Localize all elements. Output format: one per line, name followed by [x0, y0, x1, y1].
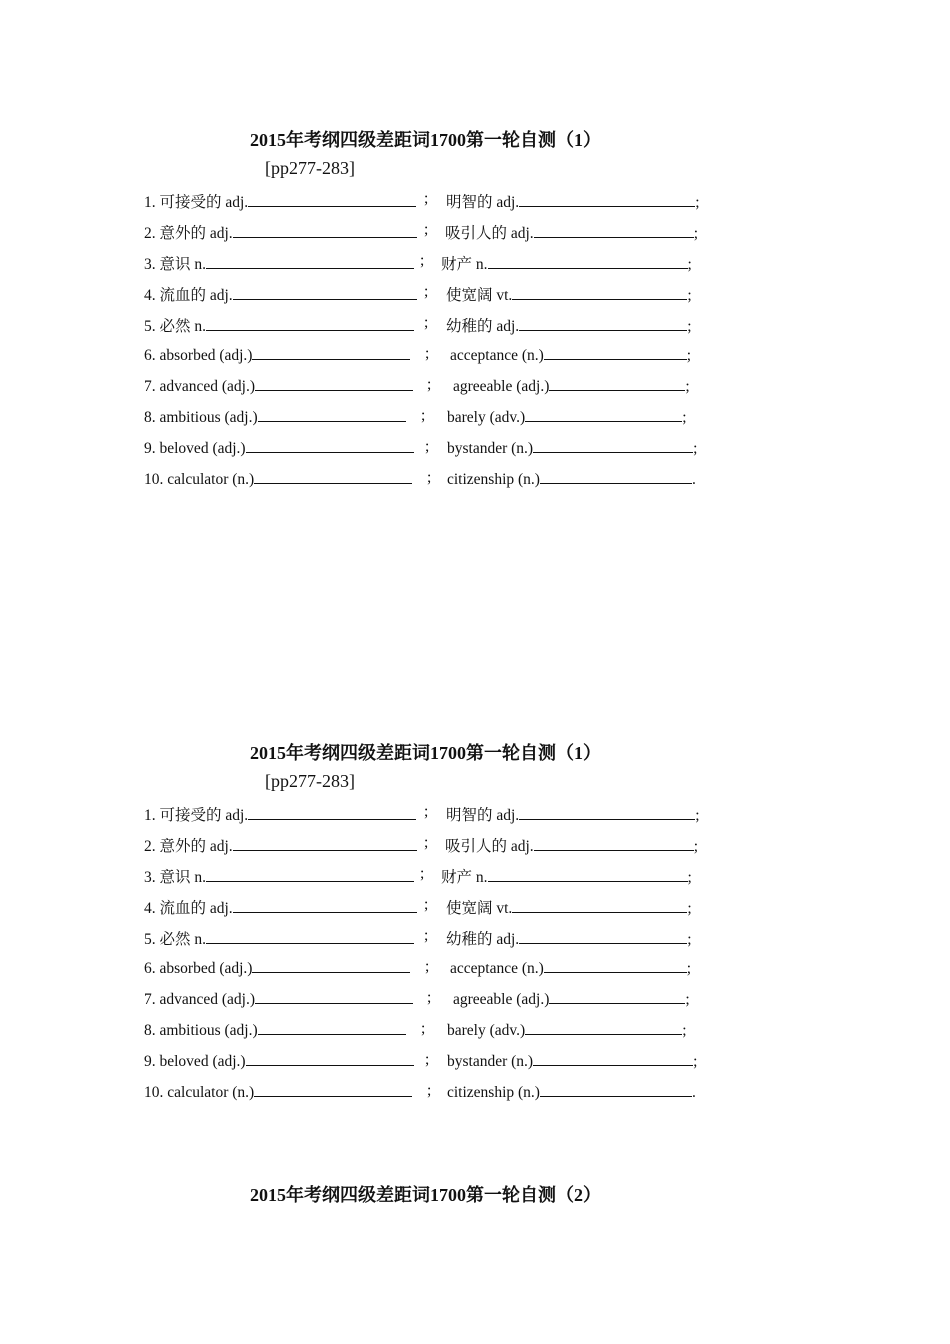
quiz-row-4 [144, 283, 724, 307]
row-end: ; [682, 1022, 687, 1039]
prompt-right: acceptance (n.) [450, 960, 544, 977]
prompt-left: 2. 意外的 adj. [144, 225, 233, 242]
quiz-row-5 [144, 927, 724, 951]
prompt-right: 吸引人的 adj. [445, 225, 534, 242]
answer-blank-right[interactable] [488, 867, 688, 882]
prompt-right: 财产 n. [441, 869, 488, 886]
answer-blank-right[interactable] [525, 407, 682, 422]
prompt-left: 1. 可接受的 adj. [144, 194, 249, 211]
answer-blank-right[interactable] [544, 958, 687, 973]
row-end: ; [687, 869, 692, 886]
answer-blank-left[interactable] [255, 989, 413, 1004]
row-end: . [691, 1084, 696, 1101]
quiz-row-2 [144, 221, 724, 245]
separator: ; [427, 376, 432, 393]
prompt-right: citizenship (n.) [447, 1084, 540, 1101]
quiz-row-9 [144, 438, 724, 462]
separator: ; [424, 927, 429, 944]
row-end: ; [686, 347, 692, 364]
quiz-row-3 [144, 252, 724, 276]
quiz-row-1 [144, 803, 724, 827]
separator: ; [425, 1051, 430, 1068]
quiz-row-10 [144, 1082, 724, 1106]
quiz-row-3 [144, 865, 724, 889]
row-end: ; [693, 838, 698, 855]
prompt-left: 5. 必然 n. [144, 318, 207, 335]
answer-blank-left[interactable] [254, 469, 412, 484]
answer-blank-right[interactable] [534, 836, 694, 851]
row-end: ; [687, 318, 692, 335]
quiz-row-6 [144, 958, 724, 982]
section-title: 2015年考纲四级差距词1700第一轮自测（1） [250, 130, 601, 150]
prompt-right: 财产 n. [441, 256, 488, 273]
separator: ; [425, 438, 430, 455]
answer-blank-right[interactable] [549, 376, 685, 391]
answer-blank-right[interactable] [534, 223, 694, 238]
separator: ; [421, 407, 426, 424]
answer-blank-left[interactable] [206, 867, 414, 882]
answer-blank-right[interactable] [512, 898, 687, 913]
answer-blank-left[interactable] [255, 376, 413, 391]
prompt-right: 幼稚的 adj. [446, 318, 520, 335]
quiz-row-9 [144, 1051, 724, 1075]
answer-blank-left[interactable] [258, 407, 406, 422]
quiz-row-8 [144, 407, 724, 431]
prompt-left: 6. absorbed (adj.) [144, 347, 253, 364]
prompt-left: 9. beloved (adj.) [144, 1053, 246, 1070]
quiz-row-7 [144, 376, 724, 400]
row-end: ; [687, 931, 692, 948]
prompt-right: 明智的 adj. [446, 194, 520, 211]
prompt-right: acceptance (n.) [450, 347, 544, 364]
separator: ; [424, 834, 429, 851]
prompt-right: citizenship (n.) [447, 471, 540, 488]
answer-blank-left[interactable] [206, 254, 414, 269]
row-end: ; [685, 991, 690, 1008]
separator: ; [424, 190, 429, 207]
section-title: 2015年考纲四级差距词1700第一轮自测（1） [250, 743, 601, 763]
row-end: ; [693, 1053, 698, 1070]
prompt-left: 10. calculator (n.) [144, 471, 255, 488]
answer-blank-right[interactable] [519, 805, 695, 820]
quiz-row-2 [144, 834, 724, 858]
answer-blank-right[interactable] [540, 1082, 692, 1097]
prompt-left: 8. ambitious (adj.) [144, 1022, 258, 1039]
answer-blank-right[interactable] [519, 316, 687, 331]
answer-blank-left[interactable] [246, 438, 414, 453]
separator: ; [427, 1082, 432, 1099]
prompt-right: bystander (n.) [447, 1053, 534, 1070]
separator: ; [427, 989, 432, 1006]
prompt-left: 10. calculator (n.) [144, 1084, 255, 1101]
separator: ; [420, 865, 425, 882]
answer-blank-right[interactable] [488, 254, 688, 269]
quiz-row-1 [144, 190, 724, 214]
row-end: ; [695, 807, 700, 824]
answer-blank-left[interactable] [206, 929, 414, 944]
prompt-left: 4. 流血的 adj. [144, 900, 233, 917]
answer-blank-right[interactable] [512, 285, 687, 300]
row-end: ; [695, 194, 700, 211]
answer-blank-left[interactable] [233, 285, 417, 300]
prompt-right: 明智的 adj. [446, 807, 520, 824]
prompt-left: 7. advanced (adj.) [144, 378, 256, 395]
prompt-left: 1. 可接受的 adj. [144, 807, 249, 824]
prompt-right: agreeable (adj.) [453, 991, 550, 1008]
row-end: ; [693, 225, 698, 242]
prompt-right: agreeable (adj.) [453, 378, 550, 395]
separator: ; [424, 221, 429, 238]
separator: ; [427, 469, 432, 486]
answer-blank-right[interactable] [540, 469, 692, 484]
page-range: [pp277-283] [265, 158, 355, 178]
row-end: . [691, 471, 696, 488]
prompt-left: 2. 意外的 adj. [144, 838, 233, 855]
answer-blank-right[interactable] [519, 929, 687, 944]
prompt-right: barely (adv.) [447, 409, 526, 426]
prompt-right: 幼稚的 adj. [446, 931, 520, 948]
answer-blank-left[interactable] [248, 805, 416, 820]
prompt-right: 吸引人的 adj. [445, 838, 534, 855]
answer-blank-right[interactable] [525, 1020, 682, 1035]
answer-blank-right[interactable] [533, 1051, 693, 1066]
quiz-row-4 [144, 896, 724, 920]
answer-blank-left[interactable] [258, 1020, 406, 1035]
prompt-right: 使宽阔 vt. [446, 900, 513, 917]
quiz-row-8 [144, 1020, 724, 1044]
row-end: ; [687, 256, 692, 273]
row-end: ; [682, 409, 687, 426]
answer-blank-left[interactable] [252, 958, 410, 973]
quiz-row-5 [144, 314, 724, 338]
separator: ; [424, 896, 429, 913]
separator: ; [424, 803, 429, 820]
prompt-right: barely (adv.) [447, 1022, 526, 1039]
prompt-left: 3. 意识 n. [144, 256, 207, 273]
answer-blank-left[interactable] [252, 345, 410, 360]
row-end: ; [687, 287, 692, 304]
prompt-left: 8. ambitious (adj.) [144, 409, 258, 426]
answer-blank-left[interactable] [233, 223, 417, 238]
answer-blank-right[interactable] [544, 345, 687, 360]
quiz-row-7 [144, 989, 724, 1013]
separator: ; [424, 314, 429, 331]
quiz-row-10 [144, 469, 724, 493]
prompt-right: bystander (n.) [447, 440, 534, 457]
row-end: ; [693, 440, 698, 457]
prompt-left: 3. 意识 n. [144, 869, 207, 886]
prompt-left: 9. beloved (adj.) [144, 440, 246, 457]
answer-blank-right[interactable] [549, 989, 685, 1004]
answer-blank-left[interactable] [206, 316, 414, 331]
prompt-left: 7. advanced (adj.) [144, 991, 256, 1008]
row-end: ; [685, 378, 690, 395]
answer-blank-right[interactable] [519, 192, 695, 207]
separator: ; [424, 283, 429, 300]
prompt-left: 6. absorbed (adj.) [144, 960, 253, 977]
separator: ; [420, 252, 425, 269]
prompt-left: 4. 流血的 adj. [144, 287, 233, 304]
separator: ; [425, 345, 430, 362]
separator: ; [425, 958, 430, 975]
row-end: ; [686, 960, 692, 977]
answer-blank-left[interactable] [254, 1082, 412, 1097]
section-title: 2015年考纲四级差距词1700第一轮自测（2） [250, 1185, 601, 1205]
answer-blank-left[interactable] [248, 192, 416, 207]
separator: ; [421, 1020, 426, 1037]
quiz-row-6 [144, 345, 724, 369]
page-range: [pp277-283] [265, 771, 355, 791]
answer-blank-left[interactable] [233, 836, 417, 851]
answer-blank-left[interactable] [233, 898, 417, 913]
prompt-left: 5. 必然 n. [144, 931, 207, 948]
row-end: ; [687, 900, 692, 917]
answer-blank-left[interactable] [246, 1051, 414, 1066]
prompt-right: 使宽阔 vt. [446, 287, 513, 304]
answer-blank-right[interactable] [533, 438, 693, 453]
